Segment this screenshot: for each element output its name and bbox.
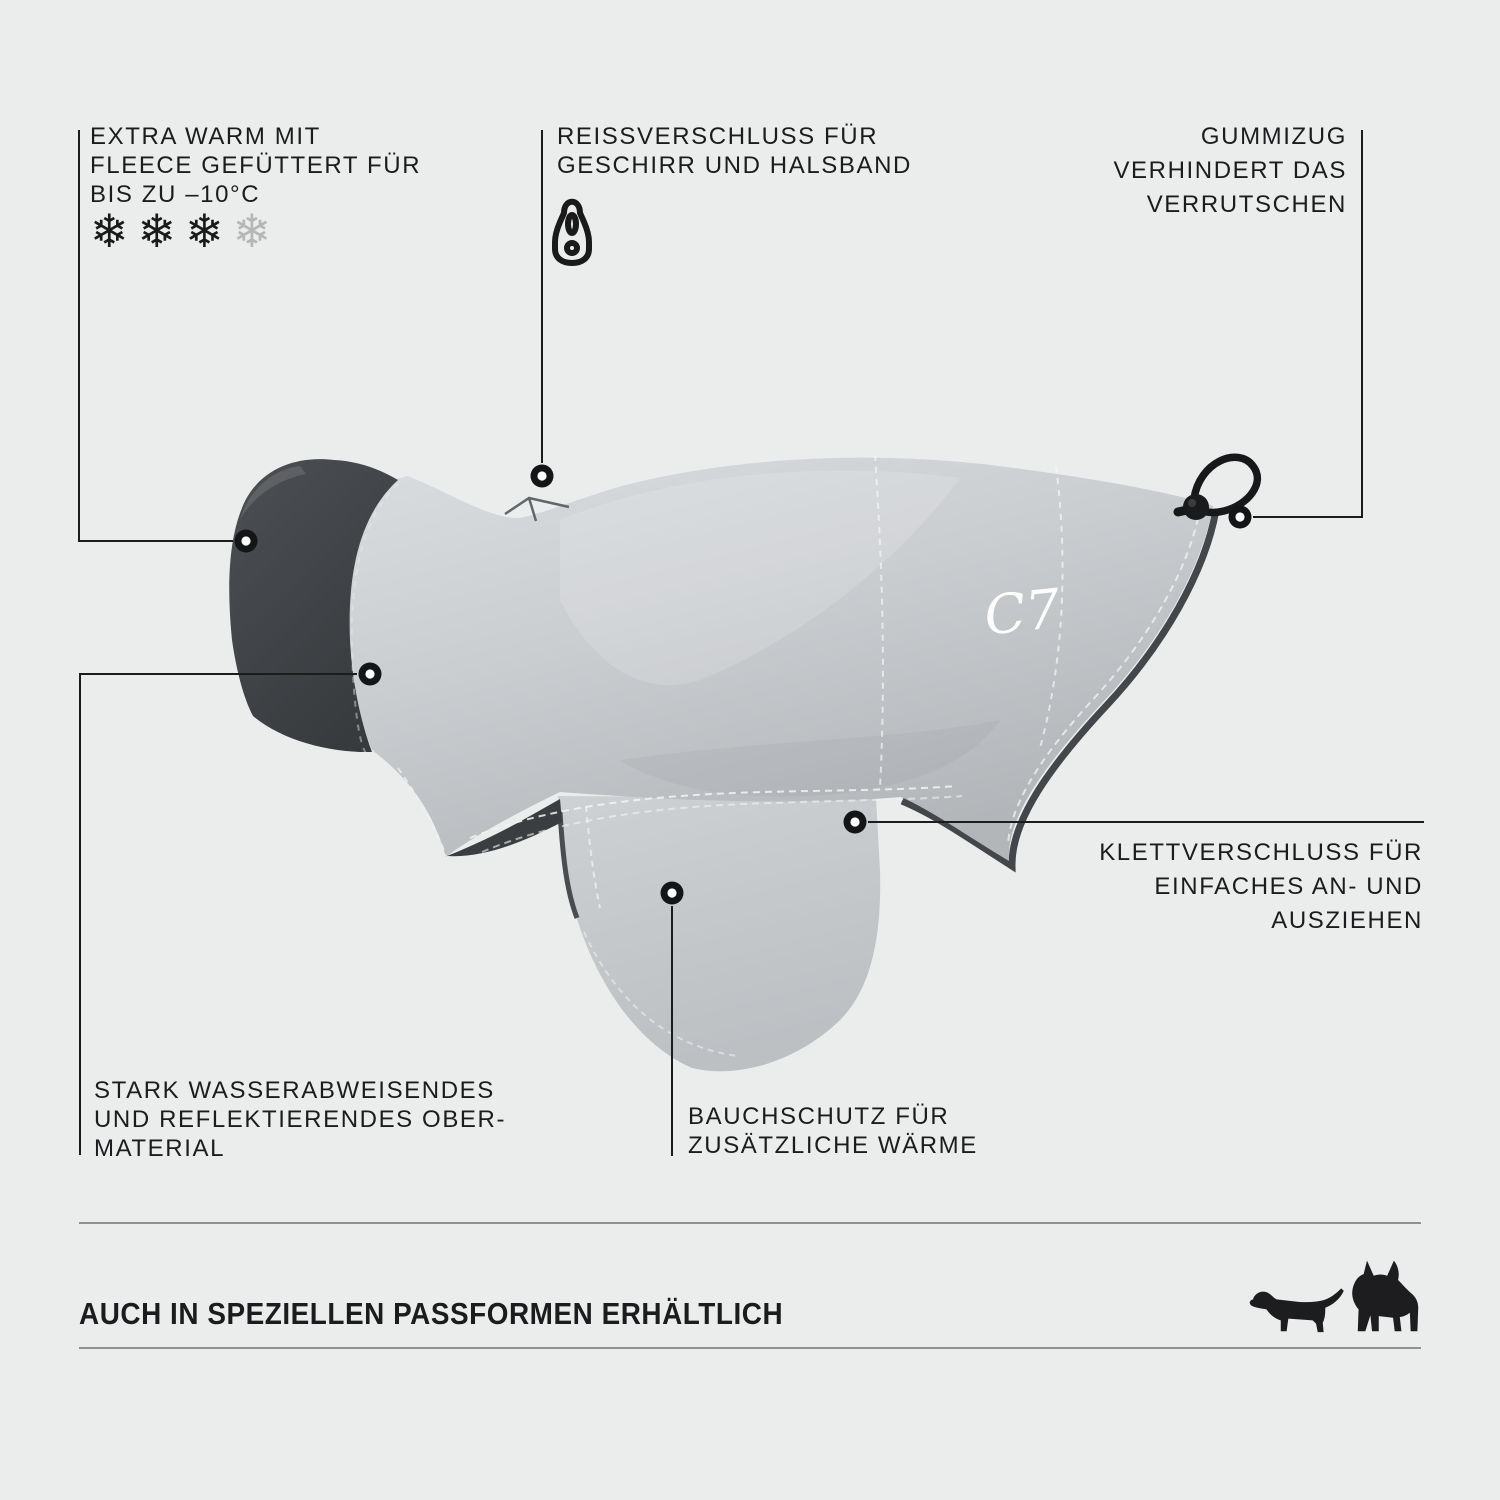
snowflake-icon: ❄ — [137, 204, 177, 258]
callout-dot-material — [359, 663, 382, 686]
callout-label-zipper — [557, 122, 912, 180]
label-line: STARK WASSERABWEISENDES — [94, 1077, 495, 1104]
coat-belly-flap — [558, 796, 880, 1071]
callout-label-material — [94, 1076, 506, 1163]
callout-dot-zipper — [531, 465, 554, 488]
snowflake-icon: ❄ — [90, 204, 129, 258]
label-line: MATERIAL — [94, 1135, 226, 1162]
drawcord-toggle — [1183, 494, 1209, 520]
dachshund-icon — [1250, 1288, 1344, 1332]
footer-heading: AUCH IN SPEZIELLEN PASSFORMEN ERHÄLTLICH — [79, 1296, 784, 1331]
divider-top — [79, 1222, 1421, 1224]
breed-icons — [1246, 1254, 1422, 1338]
label-line: EXTRA WARM MIT — [90, 123, 321, 150]
label-line: BIS ZU –10°C — [90, 181, 261, 208]
divider-bottom — [79, 1347, 1421, 1349]
label-line: VERRUTSCHEN — [1146, 191, 1347, 218]
label-line: GUMMIZUG — [1200, 123, 1347, 150]
callout-label-velcro — [1099, 836, 1423, 938]
label-line: UND REFLEKTIERENDES OBER- — [94, 1106, 507, 1133]
label-line: GESCHIRR UND HALSBAND — [557, 152, 912, 179]
label-line: REISSVERSCHLUSS FÜR — [557, 123, 879, 150]
label-line: KLETTVERSCHLUSS FÜR — [1099, 839, 1423, 866]
callout-dot-elastic — [1229, 506, 1252, 529]
label-line: BAUCHSCHUTZ FÜR — [688, 1103, 950, 1130]
callout-dot-velcro — [844, 811, 867, 834]
label-line: FLEECE GEFÜTTERT FÜR — [90, 152, 422, 179]
warmth-rating — [90, 206, 280, 256]
french-bulldog-icon — [1352, 1261, 1418, 1332]
label-line: VERHINDERT DAS — [1113, 157, 1347, 184]
label-line: AUSZIEHEN — [1271, 907, 1423, 934]
callout-dot-fleece — [235, 530, 258, 553]
label-line: ZUSÄTZLICHE WÄRME — [688, 1132, 978, 1159]
label-line: EINFACHES AN- UND — [1154, 873, 1423, 900]
callout-dot-belly — [661, 882, 684, 905]
callout-label-elastic — [1113, 120, 1347, 222]
drawcord-toggle-highlight — [1188, 499, 1196, 507]
brand-logo: C7 — [981, 576, 1064, 648]
snowflake-icon-light: ❄ — [232, 204, 272, 258]
snowflake-icon: ❄ — [185, 204, 224, 258]
zipper-icon — [555, 202, 589, 263]
callout-label-belly — [688, 1102, 978, 1160]
callout-label-fleece — [90, 122, 421, 209]
